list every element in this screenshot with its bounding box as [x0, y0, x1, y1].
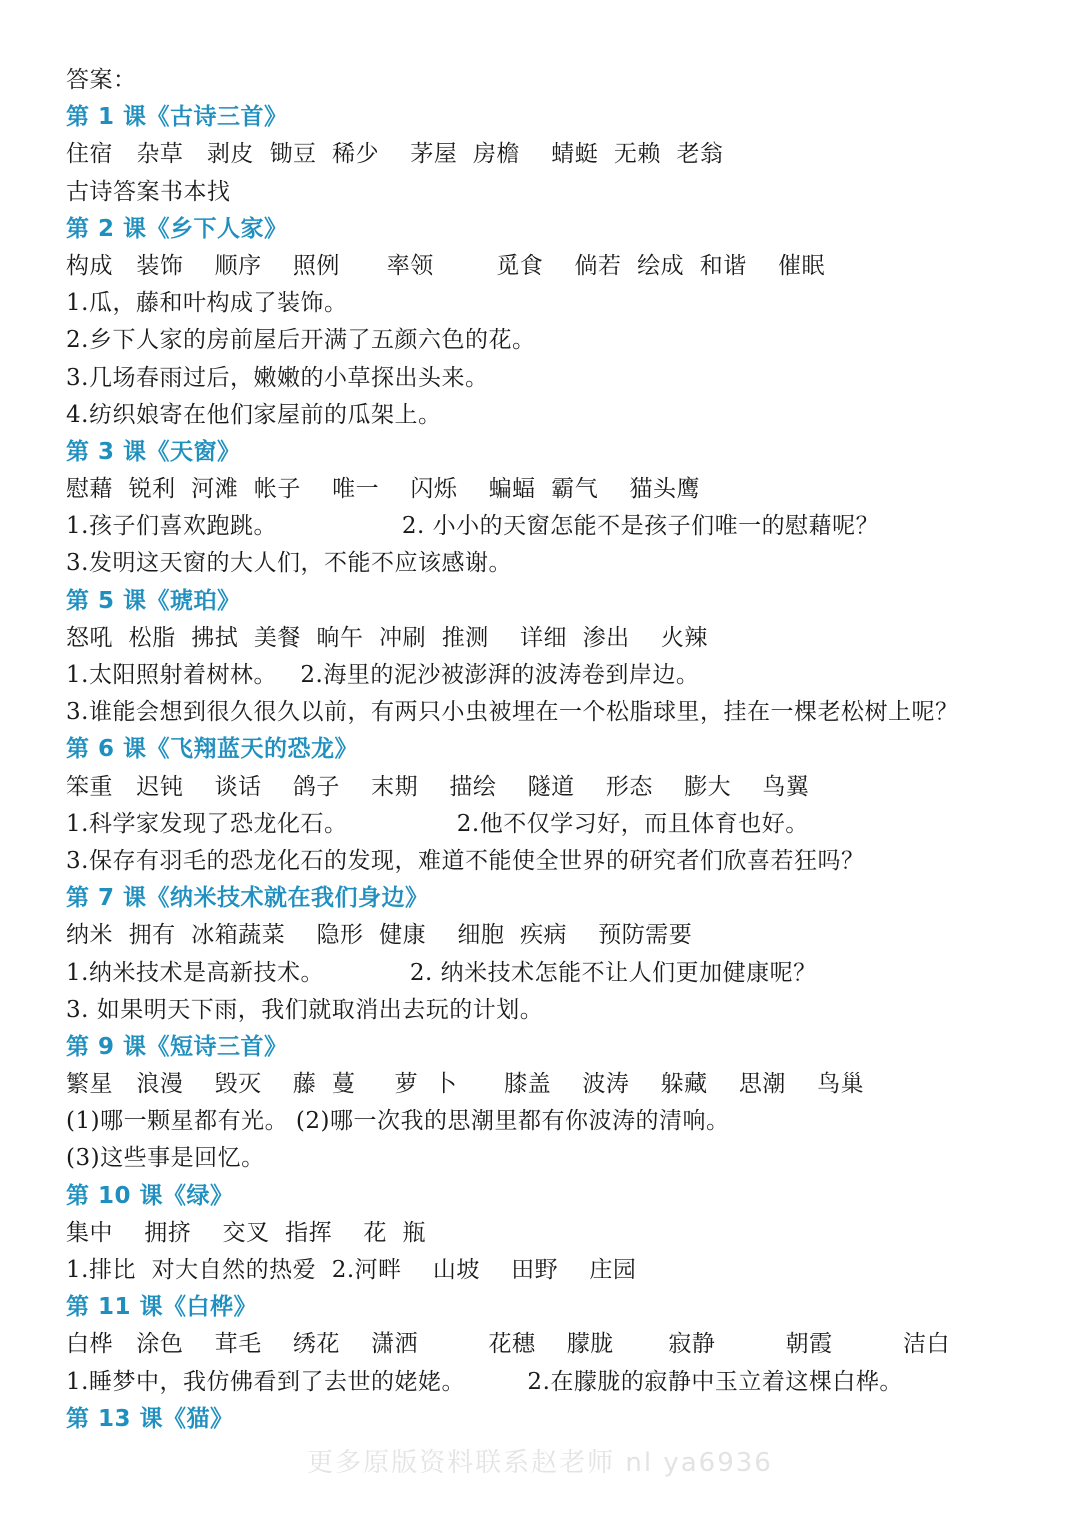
answer-line: 4.纺织娘寄在他们家屋前的瓜架上。 — [66, 401, 442, 428]
answer-line: 3.保存有羽毛的恐龙化石的发现，难道不能使全世界的研究者们欣喜若狂吗？ — [66, 847, 865, 874]
answer-line: 构成 装饰 顺序 照例 率领 觅食 倘若 绘成 和谐 催眠 — [66, 252, 826, 279]
answer-line: 3.发明这天窗的大人们，不能不应该感谢。 — [66, 550, 512, 577]
answer-line: 1.孩子们喜欢跑跳。 2. 小小的天窗怎能不是孩子们唯一的慰藉呢？ — [66, 513, 880, 540]
lesson-heading: 第 9 课《短诗三首》 — [66, 1033, 288, 1060]
answer-line: 怒吼 松脂 拂拭 美餐 晌午 冲刷 推测 详细 渗出 火辣 — [66, 624, 708, 651]
answer-line: 1.睡梦中，我仿佛看到了去世的姥姥。 2.在朦胧的寂静中玉立着这棵白桦。 — [66, 1368, 903, 1395]
lesson-heading: 第 5 课《琥珀》 — [66, 587, 241, 614]
lesson-heading: 第 3 课《天窗》 — [66, 438, 241, 465]
watermark: 更多原版资料联系赵老师 nl ya6936 — [307, 1448, 773, 1478]
answer-line: 笨重 迟钝 谈话 鸽子 末期 描绘 隧道 形态 膨大 鸟翼 — [66, 773, 810, 800]
answer-line: 慰藉 锐利 河滩 帐子 唯一 闪烁 蝙蝠 霸气 猫头鹰 — [66, 476, 700, 503]
answer-line: 3.谁能会想到很久很久以前，有两只小虫被埋在一个松脂球里，挂在一棵老松树上呢？ — [66, 699, 959, 726]
answer-line: 集中 拥挤 交叉 指挥 花 瓶 — [66, 1219, 426, 1246]
answer-line: 1.太阳照射着树林。 2.海里的泥沙被澎湃的波涛卷到岸边。 — [66, 662, 700, 688]
lesson-heading: 第 13 课《猫》 — [66, 1405, 234, 1432]
lesson-heading: 第 2 课《乡下人家》 — [66, 215, 288, 242]
answer-line: 1.纳米技术是高新技术。 2. 纳米技术怎能不让人们更加健康呢？ — [66, 959, 817, 986]
answer-line: 3. 如果明天下雨，我们就取消出去玩的计划。 — [66, 996, 544, 1023]
lesson-heading: 第 10 课《绿》 — [66, 1182, 234, 1209]
answer-line: 2.乡下人家的房前屋后开满了五颜六色的花。 — [66, 327, 536, 354]
answer-line: 1.科学家发现了恐龙化石。 2.他不仅学习好，而且体育也好。 — [66, 810, 809, 837]
lesson-heading: 第 11 课《白桦》 — [66, 1294, 258, 1321]
answer-line: 纳米 拥有 冰箱蔬菜 隐形 健康 细胞 疾病 预防需要 — [66, 922, 693, 949]
lesson-heading: 第 6 课《飞翔蓝天的恐龙》 — [66, 736, 359, 763]
answer-line: 答案： — [66, 67, 137, 93]
answer-line: 1.排比 对大自然的热爱 2.河畔 山坡 田野 庄园 — [66, 1257, 637, 1283]
answer-line: 古诗答案书本找 — [66, 178, 231, 205]
answer-line: 住宿 杂草 剥皮 锄豆 稀少 茅屋 房檐 蜻蜓 无赖 老翁 — [66, 141, 724, 168]
lesson-heading: 第 7 课《纳米技术就在我们身边》 — [66, 885, 429, 912]
answer-line: (3)这些事是回忆。 — [66, 1145, 265, 1172]
answer-line: 繁星 浪漫 毁灭 藤 蔓 萝 卜 膝盖 波涛 躲藏 思潮 鸟巢 — [66, 1071, 865, 1098]
answer-line: (1)哪一颗星都有光。 (2)哪一次我的思潮里都有你波涛的清响。 — [66, 1108, 730, 1135]
lesson-heading: 第 1 课《古诗三首》 — [66, 104, 288, 131]
answer-document — [66, 62, 1060, 1438]
answer-line: 1.瓜，藤和叶构成了装饰。 — [66, 290, 348, 317]
answer-line: 3.几场春雨过后，嫩嫩的小草探出头来。 — [66, 364, 489, 391]
answer-line: 白桦 涂色 茸毛 绣花 潇洒 花穗 朦胧 寂静 朝霞 洁白 — [66, 1331, 950, 1358]
